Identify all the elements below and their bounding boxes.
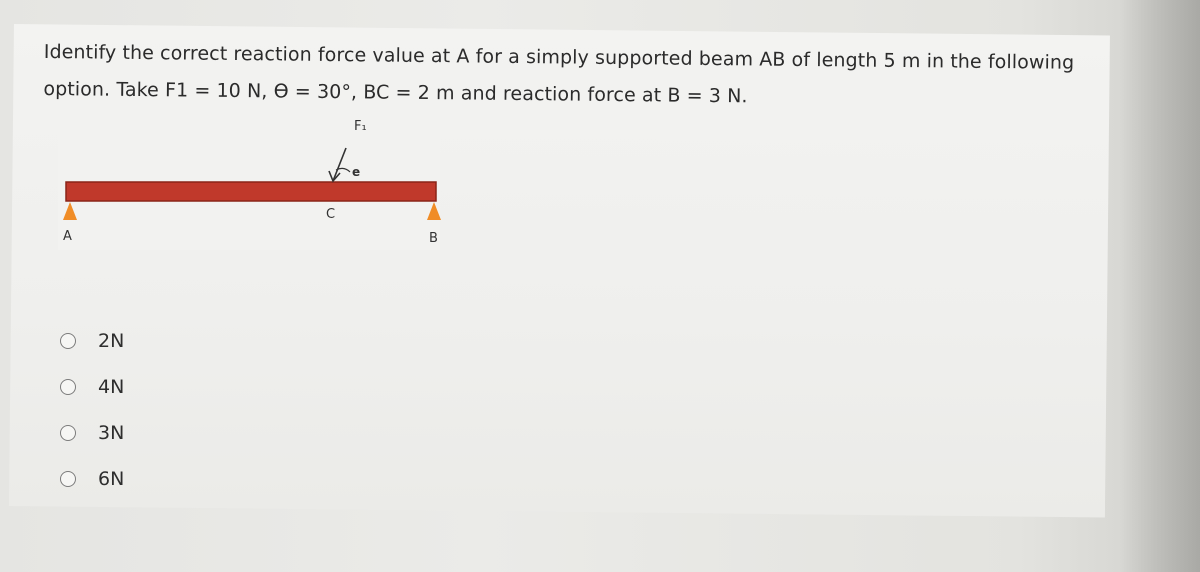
support-a-label: A [63, 229, 72, 244]
radio-button[interactable] [60, 425, 76, 441]
support-b-label: B [429, 231, 438, 246]
option-label: 6N [98, 468, 125, 490]
option-6n[interactable] [60, 456, 124, 502]
option-label: 3N [98, 422, 125, 444]
question-line-2: option. Take F1 = 10 N, ϴ = 30°, BC = 2 m and reaction force at B = 3 N. [43, 77, 748, 108]
radio-button[interactable] [60, 379, 76, 395]
beam-ab [66, 182, 436, 201]
point-c-label: C [326, 207, 336, 222]
force-f1-label: F₁ [354, 119, 367, 134]
option-2n[interactable] [60, 318, 124, 364]
option-label: 2N [98, 330, 125, 352]
option-label: 4N [98, 376, 125, 398]
radio-button[interactable] [60, 333, 76, 349]
option-4n[interactable] [60, 364, 124, 410]
angle-theta-label: e [352, 165, 361, 179]
question-line-1: Identify the correct reaction force value at A for a simply supported beam AB of length 5 m in the following [43, 40, 1075, 74]
option-3n[interactable] [60, 410, 124, 456]
answer-options [60, 318, 124, 502]
radio-button[interactable] [60, 471, 76, 487]
